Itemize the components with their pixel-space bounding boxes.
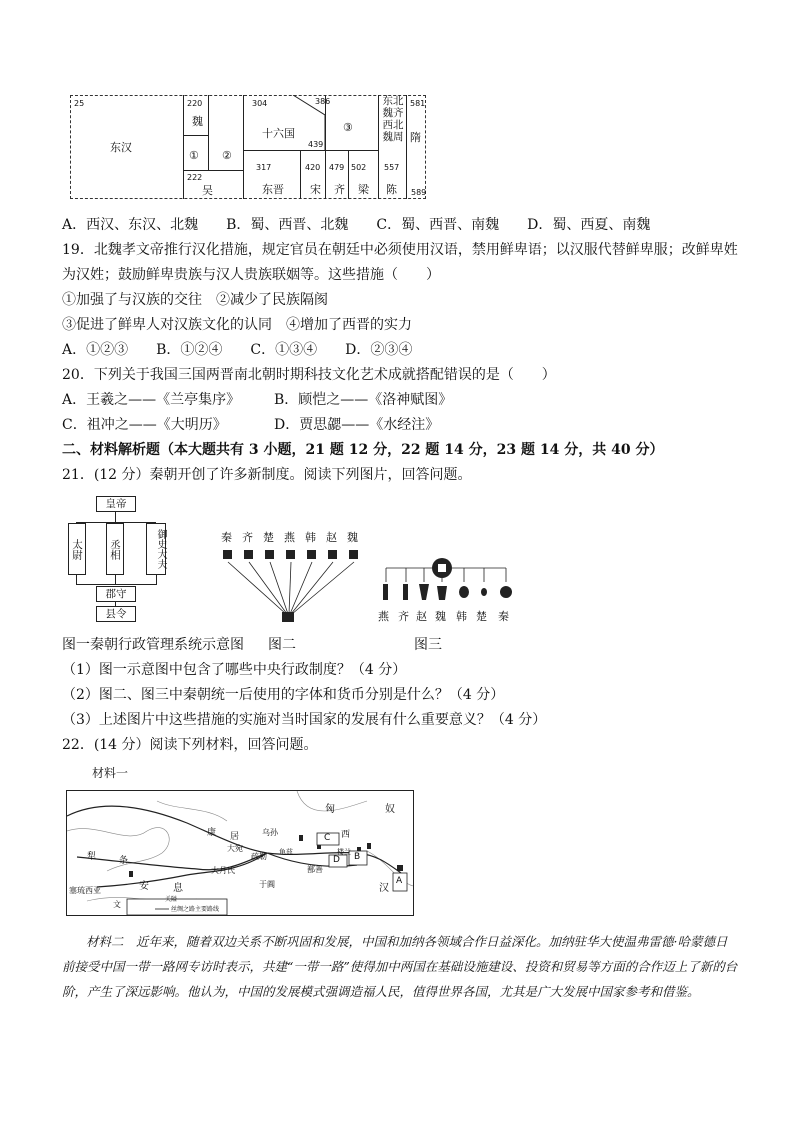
map-tiao: 条 — [119, 856, 129, 866]
north-state-2: 魏齐 — [382, 107, 404, 119]
taiwei-box: 太尉 — [68, 523, 86, 575]
map-han: 汉 — [379, 883, 389, 894]
map-wen: 文 — [113, 900, 121, 909]
fig2-state-yan: 燕 — [284, 531, 295, 544]
map-li: 犁 — [87, 852, 97, 862]
q21-sub-3: （3）上述图片中这些措施的实施对当时国家的发展有什么重要意义？（4 分） — [62, 712, 547, 728]
fig2-state-qin: 秦 — [221, 531, 232, 544]
chengxiang-box: 丞相 — [106, 523, 124, 575]
sui-label: 隋 — [410, 131, 421, 144]
q20-opt-d: D．贾思勰——《水经注》 — [274, 417, 440, 433]
circle-1: ① — [189, 149, 199, 162]
q21-sub-1: （1）图一示意图中包含了哪些中央行政制度？（4 分） — [62, 662, 407, 678]
east-jin-label: 东晋 — [262, 183, 284, 196]
fig3-caption: 图三 — [414, 637, 442, 653]
year-420: 420 — [305, 163, 321, 172]
q19-options: A．①②③ B．①②④ C．①③④ D．②③④ — [62, 342, 413, 358]
fig3-state-han: 韩 — [456, 610, 467, 623]
year-386: 386 — [315, 97, 331, 106]
circle-2: ② — [222, 149, 232, 162]
year-581: 581 — [410, 99, 426, 108]
q19-item-2: ③促进了鲜卑人对汉族文化的认同 ④增加了西晋的实力 — [62, 317, 412, 333]
fig2-caption: 图二 — [268, 637, 296, 653]
material-2-text: 材料二 近年来，随着双边关系不断巩固和发展，中国和加纳各领域合作日益深化。加纳驻华大使温弗雷德·哈蒙德日前接受中国一带一路网专访时表示，共建“一带一路”使得加中两国在基础设施建设、投资和贸易等方面的合作迈上了新的台阶，产生了深远影响。他认为，中国的发展模式强调造福人民，值得世界各国，尤其是广大发展中国家参考和借鉴。 — [62, 934, 738, 999]
map-xi2: 息 — [173, 883, 183, 894]
north-state-3: 西北 — [382, 119, 404, 131]
map-shanshan: 鄯善 — [307, 865, 323, 874]
q20-opt-c: C．祖冲之——《大明历》 — [62, 417, 227, 433]
q20-opt-a: A．王羲之——《兰亭集序》 — [62, 392, 241, 408]
east-han-label: 东汉 — [110, 141, 132, 154]
q21-sub-2: （2）图二、图三中秦朝统一后使用的字体和货币分别是什么？（4 分） — [62, 687, 505, 703]
map-label-c: C — [324, 833, 331, 843]
circle-3: ③ — [343, 121, 353, 134]
yushi-box: 御史大夫 — [146, 523, 166, 575]
map-kang: 康 — [207, 828, 217, 838]
fig3-state-qin: 秦 — [498, 610, 509, 623]
year-502: 502 — [351, 163, 367, 172]
q18-options: A．西汉、东汉、北魏 B．蜀、西晋、北魏 C．蜀、西晋、南魏 D．蜀、西夏、南魏 — [62, 217, 651, 233]
year-557: 557 — [384, 163, 400, 172]
q19-stem-2: 为汉姓；鼓励鲜卑贵族与汉人贵族联姻等。这些措施（ ） — [62, 267, 440, 283]
map-sai: 塞琉西亚 — [69, 886, 101, 895]
fig2-state-zhao: 赵 — [326, 531, 337, 544]
map-label-b: B — [354, 852, 361, 862]
fig3-state-chu: 楚 — [476, 610, 487, 623]
map-xiongnu-b: 奴 — [385, 804, 395, 815]
wu-label: 吴 — [202, 184, 213, 197]
section-2-heading: 二、材料解析题（本大题共有 3 小题，21 题 12 分，22 题 14 分，23 题 14 分，共 40 分） — [62, 442, 664, 458]
material-1-label: 材料一 — [92, 766, 129, 780]
fig3-state-yan: 燕 — [378, 610, 389, 623]
currency-unification-figure — [378, 552, 528, 626]
map-legend-pass: 关隘 — [165, 896, 178, 903]
north-state-1: 东北 — [382, 95, 404, 107]
northern-states — [380, 95, 406, 143]
q19-item-1: ①加强了与汉族的交往 ②减少了民族隔阂 — [62, 292, 328, 308]
qin-admin-diagram — [66, 494, 166, 622]
map-label-d: D — [333, 855, 340, 865]
liang-label: 梁 — [358, 183, 369, 196]
map-shule: 疏勒 — [251, 852, 267, 861]
map-ju: 居 — [230, 832, 240, 842]
year-589: 589 — [411, 188, 427, 197]
year-25: 25 — [74, 99, 85, 108]
fig2-state-qi: 齐 — [242, 531, 253, 544]
map-dayuezhi: 大月氏 — [211, 866, 235, 875]
song-label: 宋 — [310, 183, 321, 196]
year-222: 222 — [187, 173, 203, 182]
fig2-state-wei: 魏 — [347, 531, 358, 544]
map-xi: 西 — [341, 830, 351, 840]
year-220: 220 — [187, 99, 203, 108]
year-317: 317 — [256, 163, 272, 172]
fig3-state-wei: 魏 — [435, 610, 446, 623]
q19-stem-1: 19．北魏孝文帝推行汉化措施，规定官员在朝廷中必须使用汉语，禁用鲜卑语；以汉服代替鲜卑服；改鲜卑姓 — [62, 242, 738, 258]
q21-stem: 21．(12 分）秦朝开创了许多新制度。阅读下列图片，回答问题。 — [62, 467, 472, 483]
xianling-box: 县令 — [96, 606, 136, 622]
silk-road-map — [66, 790, 414, 916]
map-label-a: A — [396, 876, 403, 886]
fig1-caption: 图一秦朝行政管理系统示意图 — [62, 637, 244, 653]
dynasty-timeline — [70, 95, 426, 199]
map-legend-route: 丝绸之路主要路线 — [171, 906, 220, 913]
qi-label: 齐 — [334, 183, 345, 196]
emperor-box: 皇帝 — [96, 496, 136, 512]
year-479: 479 — [329, 163, 345, 172]
map-dayuan: 大宛 — [227, 844, 243, 853]
junshou-box: 郡守 — [96, 586, 136, 602]
map-an: 安 — [139, 881, 149, 892]
map-wusun: 乌孙 — [262, 828, 278, 837]
year-439: 439 — [308, 140, 324, 149]
map-yutian: 于阗 — [259, 880, 275, 889]
q20-opt-b: B．顾恺之——《洛神赋图》 — [274, 392, 453, 408]
fig2-state-chu: 楚 — [263, 531, 274, 544]
wei-label: 魏 — [192, 115, 203, 128]
north-state-4: 魏周 — [382, 131, 404, 143]
q22-stem: 22．(14 分）阅读下列材料，回答问题。 — [62, 737, 318, 753]
map-qiuci: 龟兹 — [279, 848, 293, 856]
map-loulan: 楼兰 — [337, 848, 351, 856]
map-xiongnu-a: 匈 — [325, 804, 335, 815]
q20-stem: 20．下列关于我国三国两晋南北朝时期科技文化艺术成就搭配错误的是（ ） — [62, 367, 556, 383]
script-unification-figure — [218, 528, 368, 624]
year-304: 304 — [252, 99, 268, 108]
fig3-state-zhao: 赵 — [416, 610, 427, 623]
fig3-state-qi: 齐 — [398, 610, 409, 623]
chen-label: 陈 — [386, 183, 397, 196]
sixteen-kingdoms-label: 十六国 — [262, 127, 295, 140]
fig2-state-han: 韩 — [305, 531, 316, 544]
